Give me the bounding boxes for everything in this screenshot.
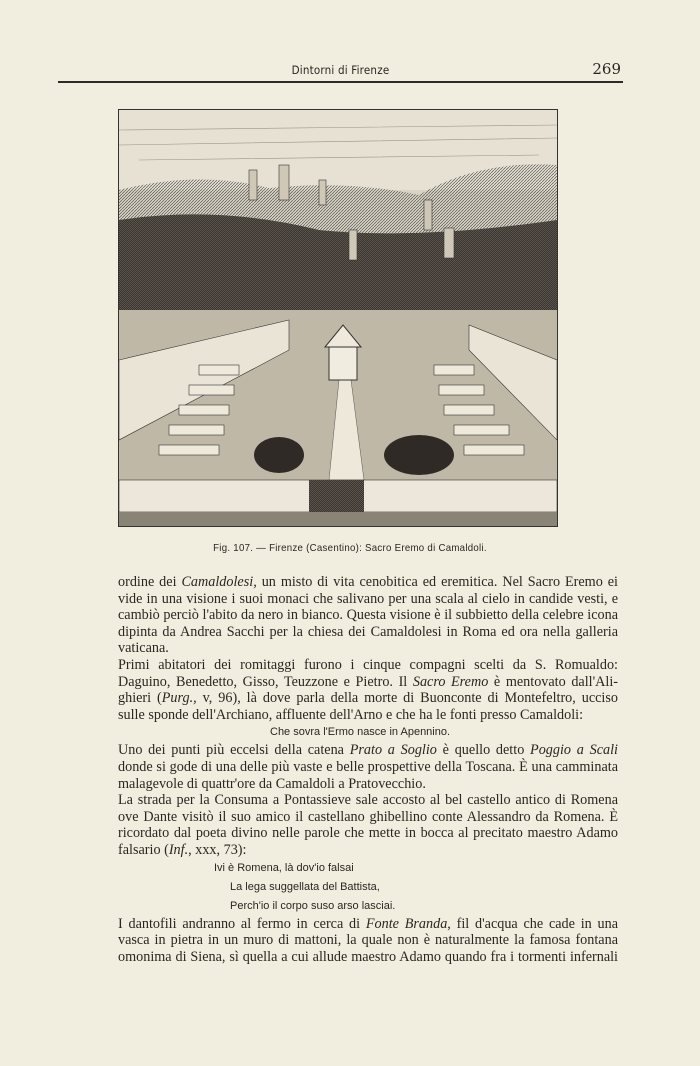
italic-text: Purg. xyxy=(161,690,194,707)
text-line xyxy=(118,591,618,608)
text-span: vaticana. xyxy=(118,640,169,657)
text-line xyxy=(118,640,618,657)
text-span: falsario ( xyxy=(118,841,169,858)
text-line xyxy=(118,690,618,707)
text-span: malagevole di quattr'ore da Camaldoli a Pratovecchio. xyxy=(118,775,426,792)
text-span: Uno dei punti più eccelsi della catena xyxy=(118,742,350,759)
engraving-illustration xyxy=(118,109,558,527)
running-header xyxy=(58,60,623,82)
text-line xyxy=(118,674,618,691)
text-span: , fil d'acqua che cade in una xyxy=(447,915,619,932)
text-line xyxy=(118,742,618,759)
text-line xyxy=(118,759,618,776)
text-line xyxy=(118,949,618,966)
hermitage-engraving xyxy=(119,110,557,526)
text-line xyxy=(118,574,618,591)
text-span: Che sovra l'Ermo nasce in Apennino. xyxy=(270,726,451,739)
text-span: ricordato dal poeta divino nelle parole che mette in bocca al precitato maestro Adamo xyxy=(118,825,618,842)
text-span: ove Dante visitò il suo amico il castellano ghibellino conte Alessandro da Romena. È xyxy=(118,808,618,825)
italic-text: Fonte Branda xyxy=(365,915,448,932)
body-text xyxy=(118,574,618,965)
text-line xyxy=(118,624,618,641)
text-span: un misto di vita cenobitica ed eremitica. Nel Sacro Eremo ei xyxy=(256,574,618,590)
text-span: ghieri ( xyxy=(118,690,162,707)
text-span: Primi abitatori dei romitaggi furono i cinque compagni scelti da S. Romualdo: xyxy=(118,656,618,673)
text-line xyxy=(118,792,618,809)
verse-line xyxy=(118,859,618,878)
text-span: I dantofili andranno al fermo in cerca di xyxy=(118,915,366,932)
text-span: Daguino, Benedetto, Gisso, Teuzzone e Pietro. Il xyxy=(118,673,413,690)
text-line xyxy=(118,809,618,826)
text-span: sulle sponde dell'Archiano, affluente dell'Arno e che ha le fonti presso Camaldoli: xyxy=(118,706,584,723)
text-line xyxy=(118,707,618,724)
text-span: omonima di Siena, sì quella a cui allude maestro Adamo quando fra i tormenti infernali xyxy=(118,948,618,965)
italic-text: Poggio a Scali xyxy=(530,742,618,759)
header-rule xyxy=(58,81,623,83)
text-span: , v, 96), là dove parla della morte di Buonconte di Montefeltro, ucciso xyxy=(193,690,618,707)
text-line xyxy=(118,916,618,933)
text-span: La strada per la Consuma a Pontassieve sale accosto al bel castello antico di Romena xyxy=(118,792,618,809)
verse-line xyxy=(118,878,618,897)
italic-text: Prato a Soglio xyxy=(349,742,437,759)
text-line xyxy=(118,825,618,842)
text-span: donde si gode di una delle più vaste e belle prospettive della Toscana. È una camminata xyxy=(118,758,618,775)
page-number: 269 xyxy=(592,60,621,78)
text-line xyxy=(118,842,618,859)
text-span: La lega suggellata del Battista, xyxy=(230,880,380,893)
text-span: cambiò perciò l'abito da nero in bianco. Questa visione è il subbietto della celebre icona xyxy=(118,607,618,624)
text-span: Ivi è Romena, là dov'io falsai xyxy=(214,861,354,874)
verse-line xyxy=(118,723,618,742)
text-span: è quello detto xyxy=(436,742,531,759)
text-span: vide in una visione i suoi monaci che salivano per una scala al cielo in candide vesti, e xyxy=(118,590,618,607)
text-line xyxy=(118,607,618,624)
text-span: dipinta da Andrea Sacchi per la chiesa dei Camaldolesi in Roma ed ora nella galleria xyxy=(118,623,618,640)
text-span: Perch'io il corpo suso arso lasciai. xyxy=(230,899,396,912)
figure-caption: Fig. 107. — Firenze (Casentino): Sacro Eremo di Camaldoli. xyxy=(213,542,487,554)
italic-text: Inf. xyxy=(168,841,189,858)
text-span: vasca in pietra in un muro di mattoni, la quale non è naturalmente la famosa fontana xyxy=(118,932,618,949)
italic-text: Sacro Eremo xyxy=(412,673,489,690)
text-span: , xxx, 73): xyxy=(188,841,247,858)
text-span: ordine dei xyxy=(118,574,182,590)
running-title: Dintorni di Firenze xyxy=(291,63,390,77)
italic-text: Camaldolesi, xyxy=(181,574,257,590)
text-line xyxy=(118,932,618,949)
text-span: è mentovato dall'Ali- xyxy=(488,673,619,690)
text-line xyxy=(118,776,618,793)
verse-line xyxy=(118,897,618,916)
text-line xyxy=(118,657,618,674)
